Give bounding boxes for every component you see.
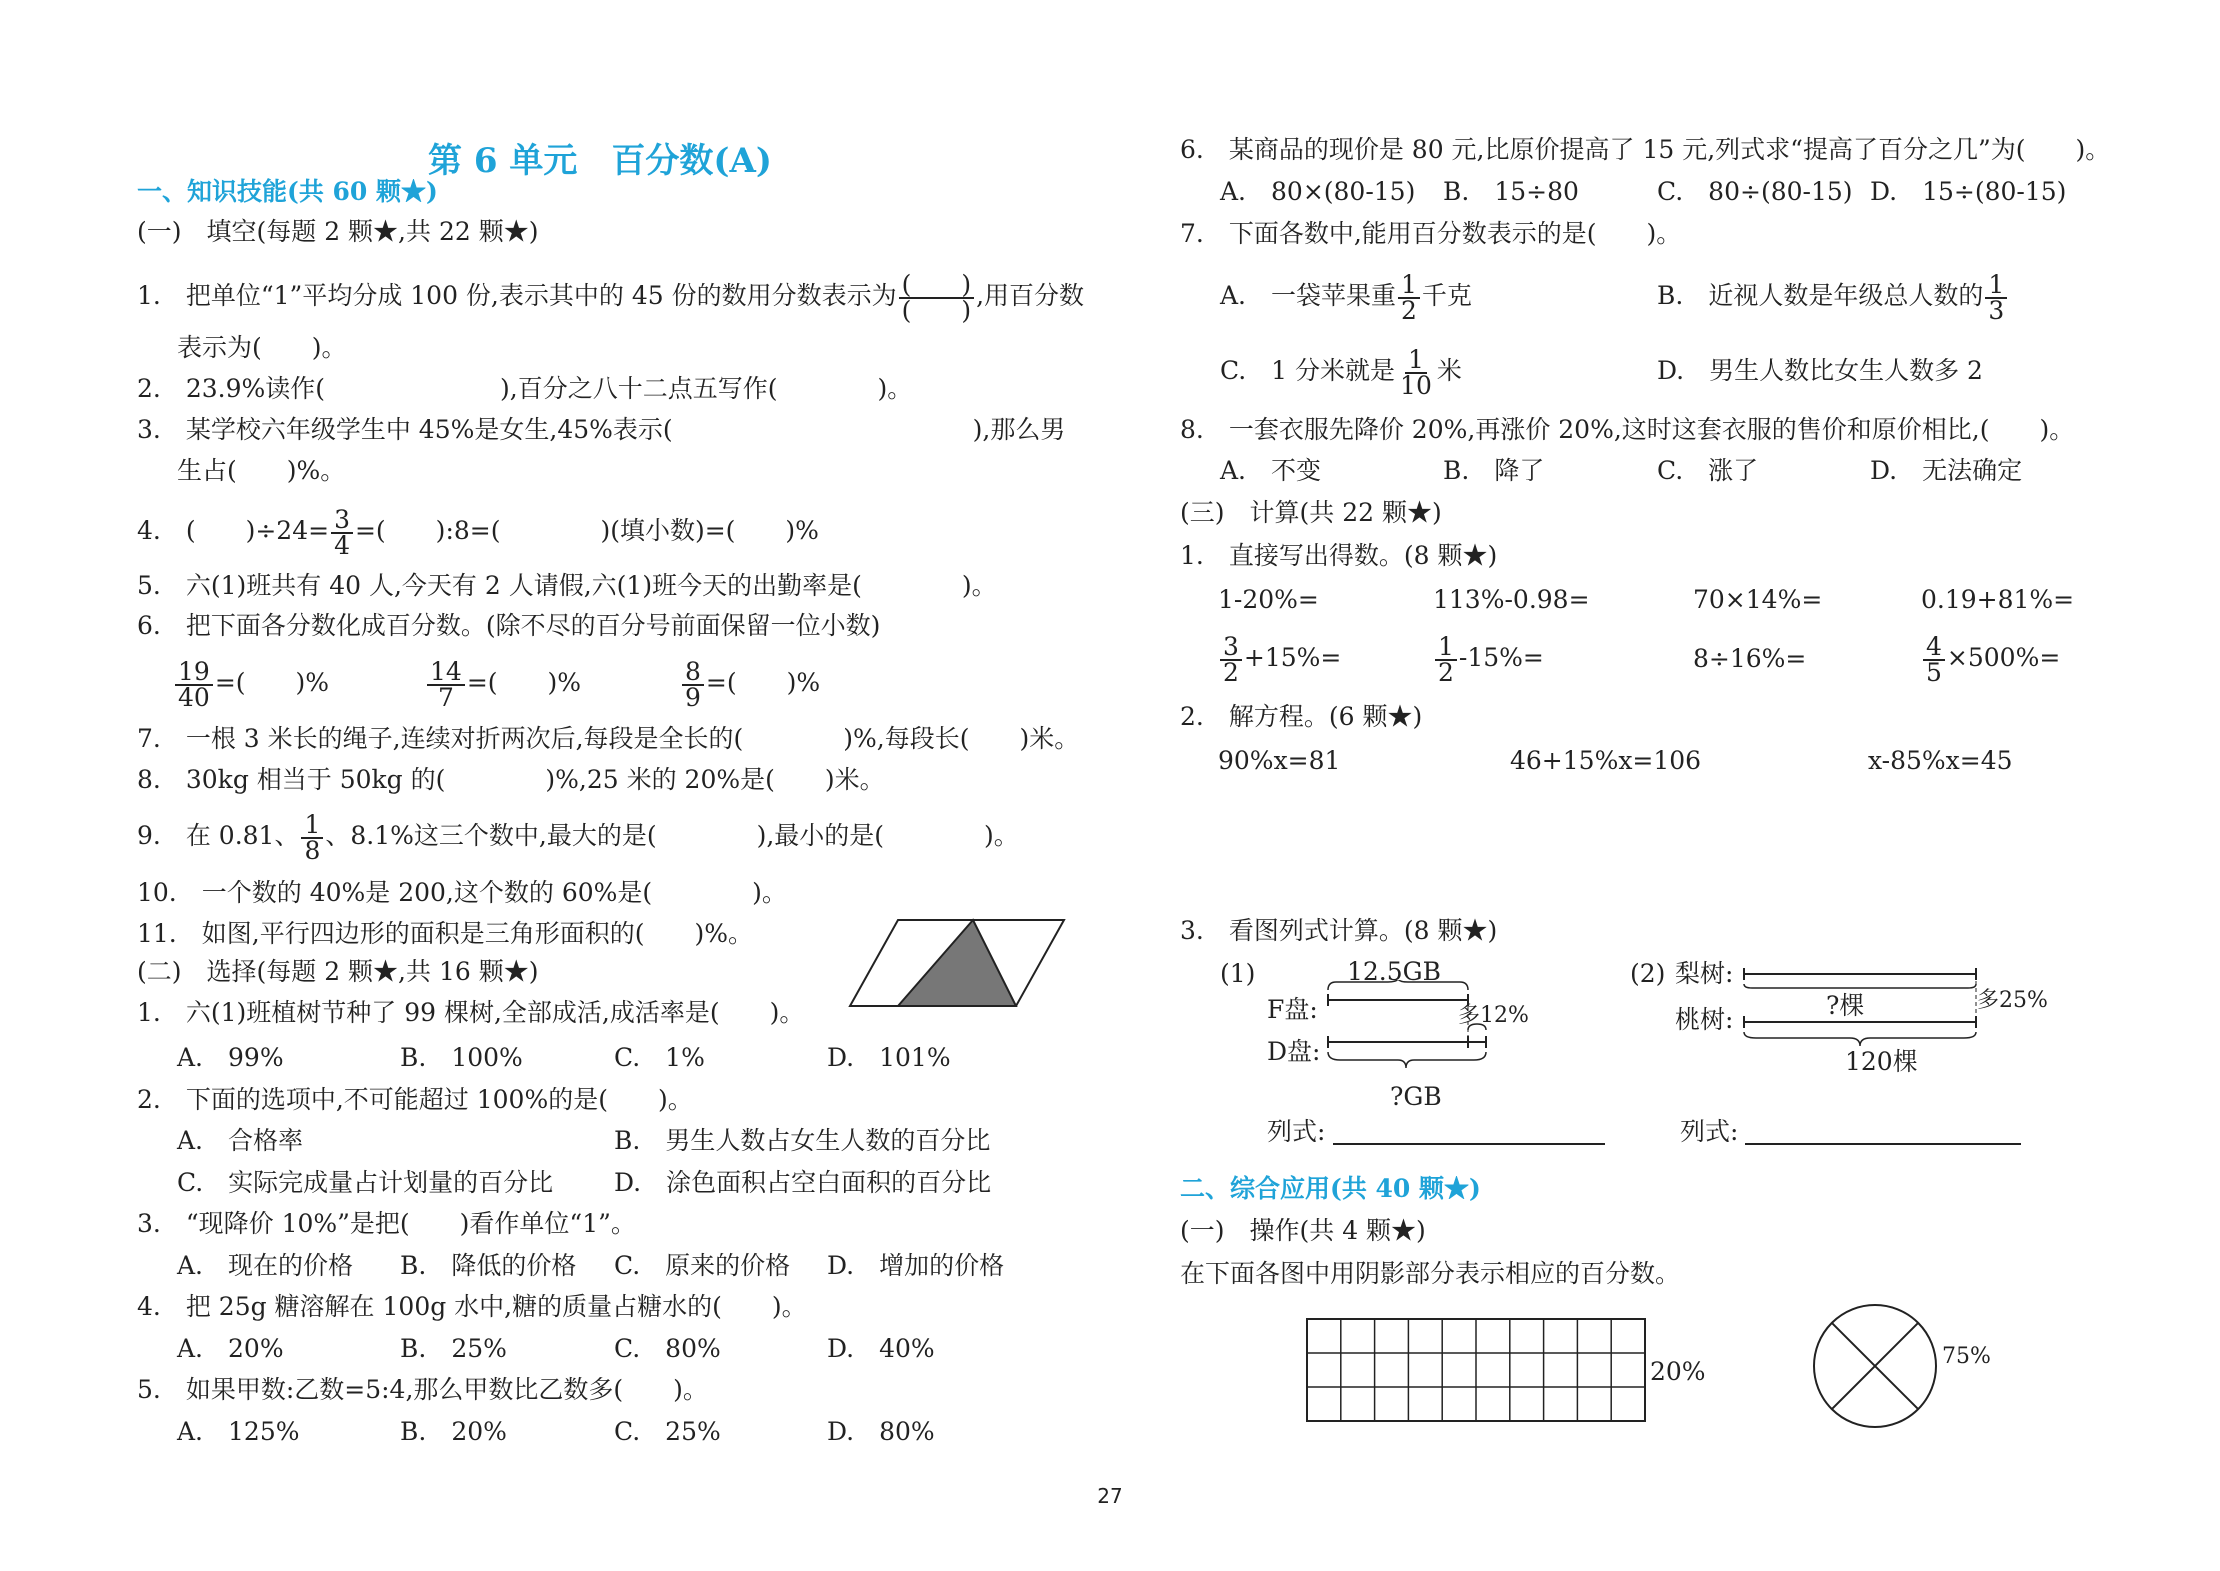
formula-1-label: 列式: bbox=[1267, 1117, 1326, 1146]
choice-7-option-b[interactable]: B. 近视人数是年级总人数的 $\frac{1}{3}$ bbox=[1657, 268, 2009, 324]
choice-5-option-a[interactable]: A. 125% bbox=[177, 1417, 300, 1446]
figure-2-diagram bbox=[1740, 960, 1980, 1050]
calc-1-item-6: $\frac{1}{2}$ -15%= bbox=[1433, 630, 1544, 686]
choice-8-option-a[interactable]: A. 不变 bbox=[1220, 456, 1322, 485]
choice-7-option-a[interactable]: A. 一袋苹果重 $\frac{1}{2}$ 千克 bbox=[1220, 269, 1472, 325]
choice-5-option-d[interactable]: D. 80% bbox=[827, 1417, 935, 1446]
choice-4-option-c[interactable]: C. 80% bbox=[614, 1334, 721, 1363]
figure-2-pear-label: 梨树: bbox=[1675, 959, 1734, 988]
figure-1-top-label: 12.5GB bbox=[1347, 957, 1442, 986]
choice-5: 5. 如果甲数:乙数=5:4,那么甲数比乙数多( )。 bbox=[137, 1375, 708, 1404]
question-9: 9. 在 0.81、 $\frac{1}{8}$ 、8.1%这三个数中,最大的是( ),最小的是( )。 bbox=[137, 809, 1019, 865]
choice-5-option-c[interactable]: C. 25% bbox=[614, 1417, 721, 1446]
figure-2-number: (2) bbox=[1630, 959, 1666, 988]
choice-4-option-b[interactable]: B. 25% bbox=[400, 1334, 507, 1363]
choice-2: 2. 下面的选项中,不可能超过 100%的是( )。 bbox=[137, 1085, 693, 1114]
page-number: 27 bbox=[1097, 1484, 1123, 1508]
equation-2: 46+15%x=106 bbox=[1510, 746, 1702, 775]
choice-8-option-b[interactable]: B. 降了 bbox=[1443, 456, 1545, 485]
choice-1-option-d[interactable]: D. 101% bbox=[827, 1043, 951, 1072]
question-3: 3. 某学校六年级学生中 45%是女生,45%表示( ),那么男 bbox=[137, 415, 1066, 444]
equation-3: x-85%x=45 bbox=[1868, 746, 2013, 775]
figure-1-diagram bbox=[1320, 980, 1500, 1082]
figure-1-bottom-label: ?GB bbox=[1390, 1082, 1442, 1111]
figure-1-f-label: F盘: bbox=[1267, 995, 1318, 1024]
q6-item-19-40: $\frac{19}{40}$ =( )% bbox=[173, 655, 329, 711]
choice-2-option-b[interactable]: B. 男生人数占女生人数的百分比 bbox=[614, 1126, 991, 1155]
calc-1-item-3: 70×14%= bbox=[1693, 585, 1823, 614]
choice-3-option-d[interactable]: D. 增加的价格 bbox=[827, 1251, 1005, 1280]
formula-1-input-line[interactable] bbox=[1333, 1143, 1605, 1145]
choice-4: 4. 把 25g 糖溶解在 100g 水中,糖的质量占糖水的( )。 bbox=[137, 1292, 807, 1321]
calc-1-item-5: $\frac{3}{2}$ +15%= bbox=[1218, 630, 1341, 686]
choice-3: 3. “现降价 10%”是把( )看作单位“1”。 bbox=[137, 1209, 636, 1238]
choice-2-option-d[interactable]: D. 涂色面积占空白面积的百分比 bbox=[614, 1168, 992, 1197]
question-4: 4. ( )÷24= $\frac{3}{4}$ =( ):8=( )(填小数)=( )% bbox=[137, 504, 819, 560]
question-5: 5. 六(1)班共有 40 人,今天有 2 人请假,六(1)班今天的出勤率是( )。 bbox=[137, 571, 997, 600]
calc-1-item-7: 8÷16%= bbox=[1693, 644, 1807, 673]
figure-1-number: (1) bbox=[1220, 959, 1256, 988]
part-fill-blank: (一) 填空(每题 2 颗★,共 22 颗★) bbox=[137, 217, 539, 246]
choice-8-option-d[interactable]: D. 无法确定 bbox=[1870, 456, 2023, 485]
formula-2-label: 列式: bbox=[1680, 1117, 1739, 1146]
fraction-3-4: $\frac{3}{4}$ bbox=[331, 508, 353, 558]
choice-3-option-c[interactable]: C. 原来的价格 bbox=[614, 1251, 791, 1280]
part-choice: (二) 选择(每题 2 颗★,共 16 颗★) bbox=[137, 957, 539, 986]
choice-6-option-a[interactable]: A. 80×(80-15) bbox=[1220, 177, 1416, 206]
choice-3-option-b[interactable]: B. 降低的价格 bbox=[400, 1251, 577, 1280]
circle-percent-label: 75% bbox=[1942, 1344, 1991, 1369]
choice-1-option-a[interactable]: A. 99% bbox=[177, 1043, 284, 1072]
figure-2-bottom-label: 120棵 bbox=[1845, 1047, 1918, 1076]
blank-fraction[interactable]: $\frac{( )}{( )}$ bbox=[899, 273, 975, 323]
choice-6-option-c[interactable]: C. 80÷(80-15) bbox=[1657, 177, 1853, 206]
equation-1: 90%x=81 bbox=[1218, 746, 1341, 775]
calc-1-item-2: 113%-0.98= bbox=[1433, 585, 1590, 614]
choice-3-option-a[interactable]: A. 现在的价格 bbox=[177, 1251, 354, 1280]
calc-2: 2. 解方程。(6 颗★) bbox=[1180, 702, 1423, 731]
q6-item-8-9: $\frac{8}{9}$ =( )% bbox=[680, 655, 820, 711]
grid-figure[interactable] bbox=[1306, 1318, 1646, 1422]
parallelogram-triangle-figure bbox=[848, 916, 1066, 1008]
choice-7: 7. 下面各数中,能用百分数表示的是( )。 bbox=[1180, 219, 1682, 248]
choice-6: 6. 某商品的现价是 80 元,比原价提高了 15 元,列式求“提高了百分之几”为( )。 bbox=[1180, 135, 2111, 164]
figure-2-bottom-brace bbox=[1744, 1032, 1976, 1046]
section-application: 二、综合应用(共 40 颗★) bbox=[1180, 1174, 1481, 1203]
figure-2-peach-label: 桃树: bbox=[1675, 1005, 1734, 1034]
figure-2-more-label: 多25% bbox=[1977, 988, 2048, 1013]
question-11: 11. 如图,平行四边形的面积是三角形面积的( )%。 bbox=[137, 919, 753, 948]
question-8: 8. 30kg 相当于 50kg 的( )%,25 米的 20%是( )米。 bbox=[137, 765, 885, 794]
question-1: 1. 把单位“1”平均分成 100 份,表示其中的 45 份的数用分数表示为 $\frac{( )}{( )}$ ,用百分数 bbox=[137, 269, 1085, 325]
figure-1-bottom-brace bbox=[1328, 1052, 1486, 1068]
part-calculation: (三) 计算(共 22 颗★) bbox=[1180, 498, 1442, 527]
figure-2-question-label: ?棵 bbox=[1826, 991, 1865, 1020]
choice-8: 8. 一套衣服先降价 20%,再涨价 20%,这时这套衣服的售价和原价相比,( )。 bbox=[1180, 415, 2075, 444]
choice-6-option-d[interactable]: D. 15÷(80-15) bbox=[1870, 177, 2067, 206]
question-7: 7. 一根 3 米长的绳子,连续对折两次后,每段是全长的( )%,每段长( )米。 bbox=[137, 724, 1080, 753]
fraction-1-8: $\frac{1}{8}$ bbox=[301, 813, 323, 863]
part-operation: (一) 操作(共 4 颗★) bbox=[1180, 1216, 1426, 1245]
calc-1-item-4: 0.19+81%= bbox=[1921, 585, 2075, 614]
question-10: 10. 一个数的 40%是 200,这个数的 60%是( )。 bbox=[137, 878, 787, 907]
choice-1-option-c[interactable]: C. 1% bbox=[614, 1043, 705, 1072]
choice-4-option-a[interactable]: A. 20% bbox=[177, 1334, 284, 1363]
formula-2-input-line[interactable] bbox=[1745, 1143, 2021, 1145]
page-title: 第 6 单元 百分数(A) bbox=[428, 141, 772, 181]
choice-7-option-d[interactable]: D. 男生人数比女生人数多 2 bbox=[1657, 356, 1983, 385]
figure-1-more-label: 多12% bbox=[1458, 1003, 1529, 1028]
circle-figure[interactable] bbox=[1812, 1303, 1938, 1429]
grid-percent-label: 20% bbox=[1650, 1357, 1706, 1386]
choice-4-option-d[interactable]: D. 40% bbox=[827, 1334, 935, 1363]
choice-2-option-a[interactable]: A. 合格率 bbox=[177, 1126, 304, 1155]
choice-6-option-b[interactable]: B. 15÷80 bbox=[1443, 177, 1579, 206]
operation-instruction: 在下面各图中用阴影部分表示相应的百分数。 bbox=[1180, 1259, 1681, 1288]
choice-2-option-c[interactable]: C. 实际完成量占计划量的百分比 bbox=[177, 1168, 554, 1197]
question-2: 2. 23.9%读作( ),百分之八十二点五写作( )。 bbox=[137, 374, 913, 403]
choice-1-option-b[interactable]: B. 100% bbox=[400, 1043, 523, 1072]
choice-5-option-b[interactable]: B. 20% bbox=[400, 1417, 507, 1446]
choice-1: 1. 六(1)班植树节种了 99 棵树,全部成活,成活率是( )。 bbox=[137, 998, 805, 1027]
question-1-cont: 表示为( )。 bbox=[177, 333, 347, 362]
figure-1-top-brace bbox=[1328, 980, 1468, 990]
figure-1-d-label: D盘: bbox=[1267, 1037, 1321, 1066]
calc-3: 3. 看图列式计算。(8 颗★) bbox=[1180, 916, 1498, 945]
calc-1-item-8: $\frac{4}{5}$ ×500%= bbox=[1921, 630, 2060, 686]
question-3-cont: 生占( )%。 bbox=[177, 456, 346, 485]
calc-1-item-1: 1-20%= bbox=[1218, 585, 1319, 614]
q6-item-14-7: $\frac{14}{7}$ =( )% bbox=[425, 655, 581, 711]
question-6: 6. 把下面各分数化成百分数。(除不尽的百分号前面保留一位小数) bbox=[137, 611, 881, 640]
choice-8-option-c[interactable]: C. 涨了 bbox=[1657, 456, 1759, 485]
calc-1: 1. 直接写出得数。(8 颗★) bbox=[1180, 541, 1498, 570]
choice-7-option-c[interactable]: C. 1 分米就是 $\frac{1}{10}$ 米 bbox=[1220, 344, 1462, 400]
section-knowledge-skills: 一、知识技能(共 60 颗★) bbox=[137, 177, 438, 206]
